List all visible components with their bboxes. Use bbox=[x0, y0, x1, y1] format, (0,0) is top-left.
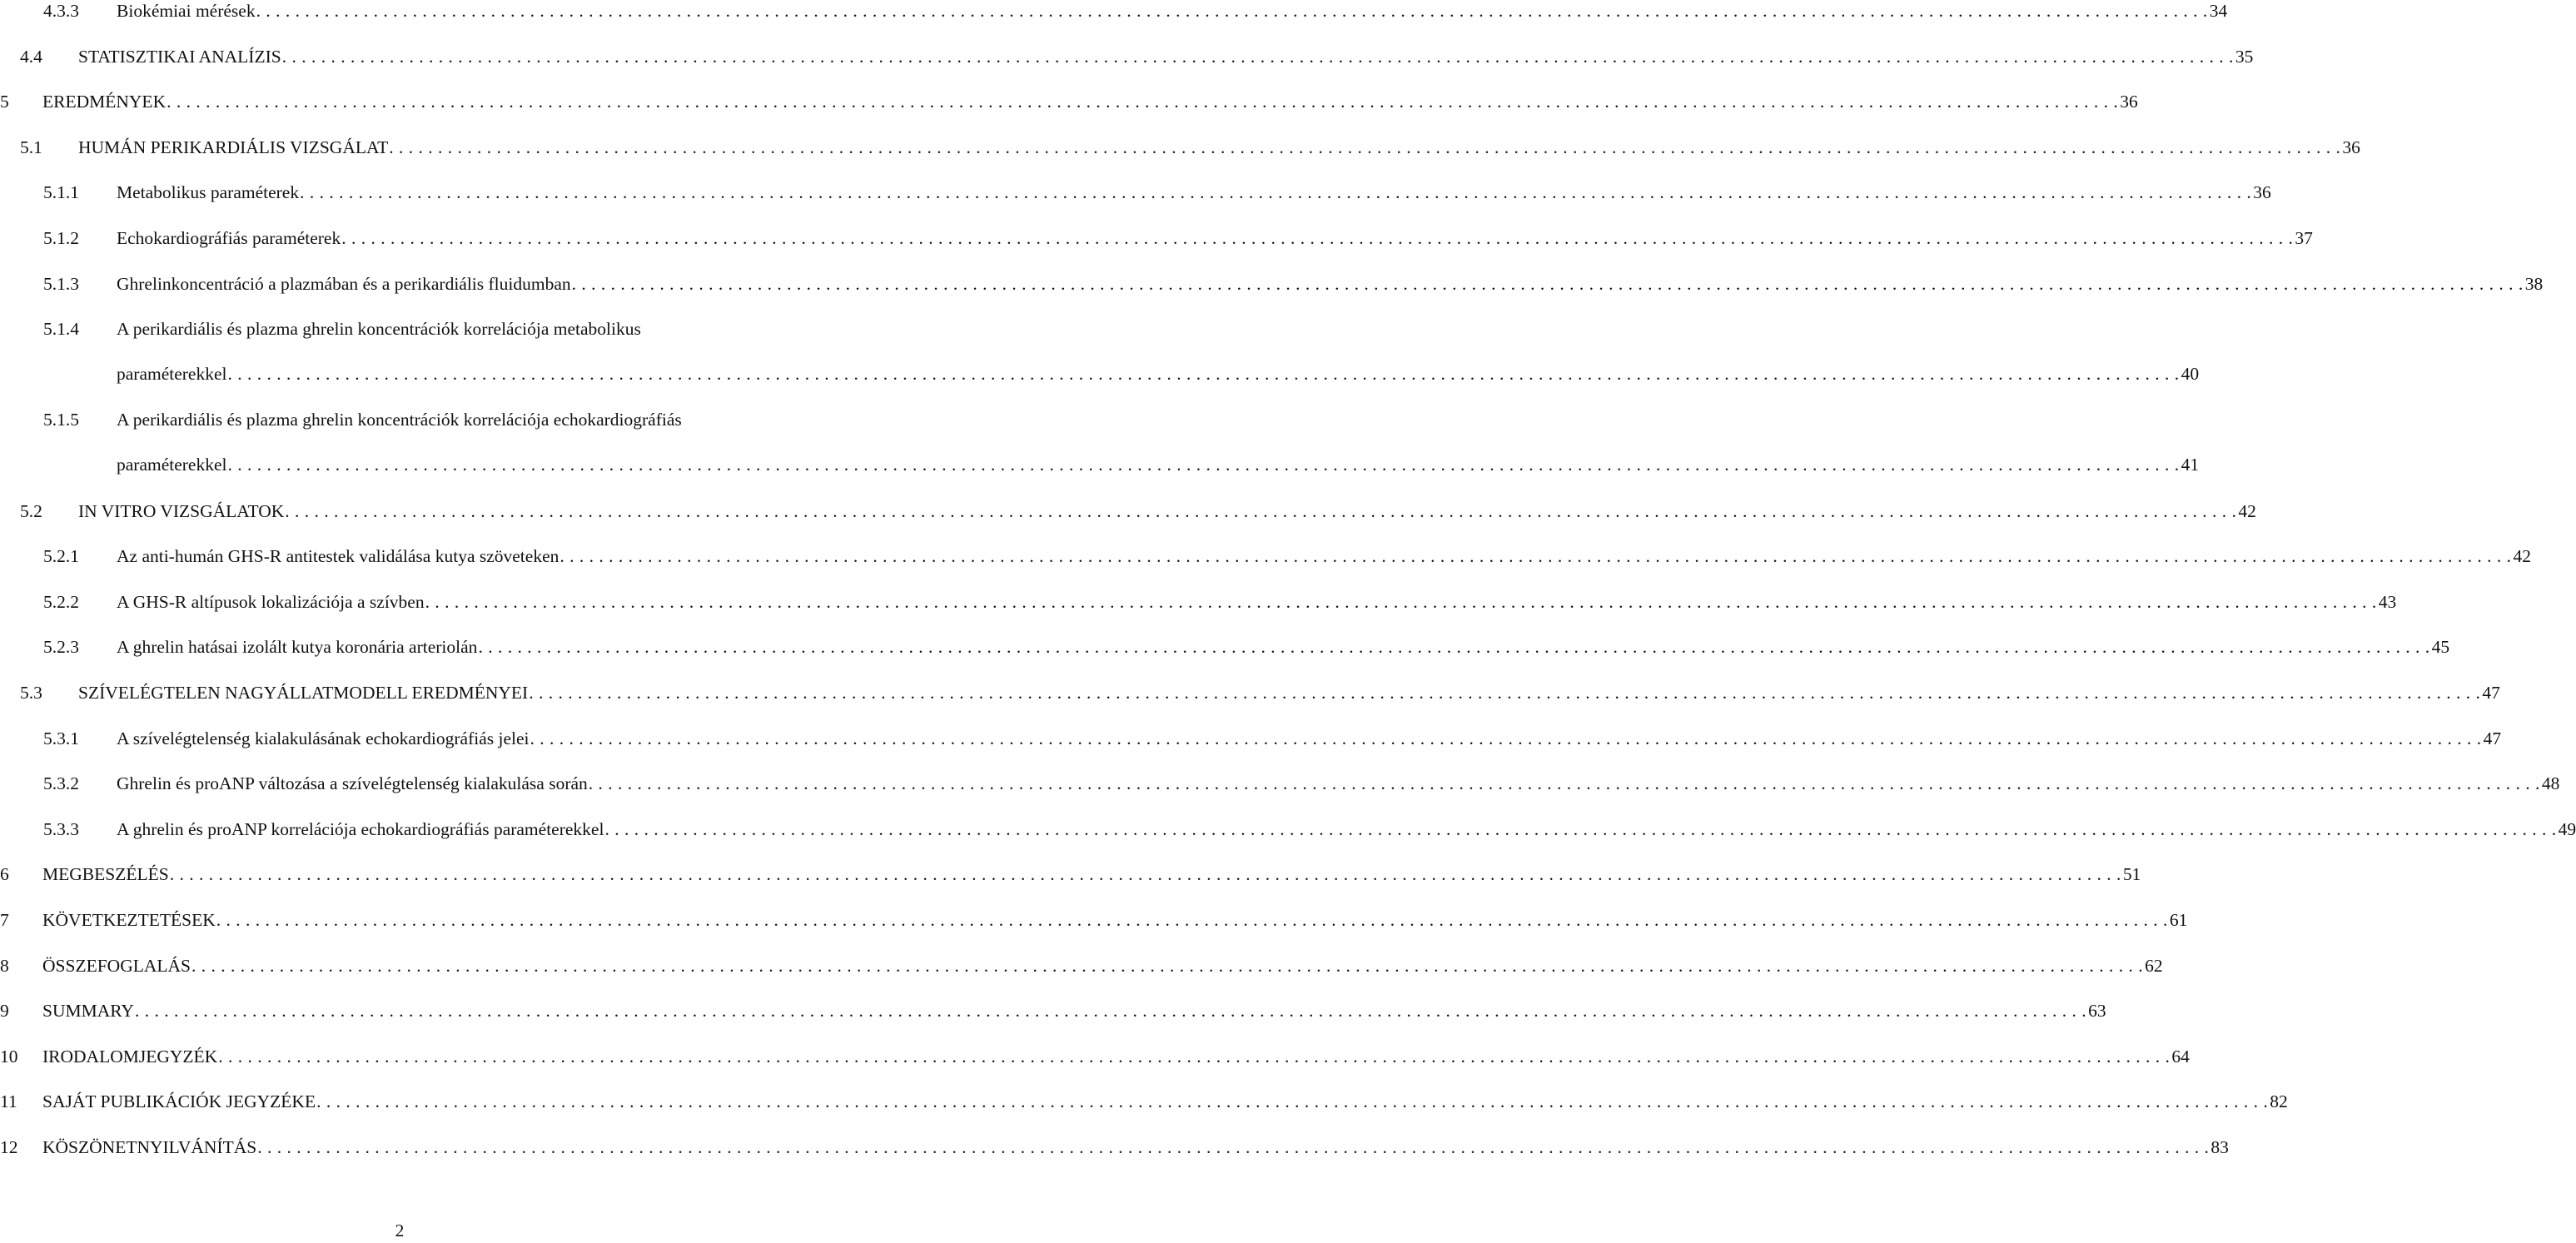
toc-entry-page: 38 bbox=[2524, 273, 2544, 294]
toc-entry[interactable] bbox=[0, 863, 2141, 908]
toc-entry-number: 5.2.3 bbox=[43, 637, 79, 658]
toc-entry-page: 51 bbox=[2122, 864, 2141, 885]
toc-entry-page: 42 bbox=[2238, 500, 2256, 521]
toc-entry-title: A perikardiális és plazma ghrelin koncentrációk korrelációja echokardiográfiás bbox=[117, 410, 682, 430]
toc-entry[interactable] bbox=[0, 409, 2200, 475]
toc-entry[interactable] bbox=[0, 909, 2188, 954]
toc-entry[interactable] bbox=[0, 273, 2544, 318]
toc-entry-page: 45 bbox=[2431, 637, 2450, 658]
page-number: 2 bbox=[395, 1221, 405, 1241]
dot-leader: . . . . . . . . . . . . . . . . . . . . . . . . . . . . . . . . . . . . . . . . . . . . . . . . . . . . . . . . . . . . . . . . . . . . . . . . . . . . . . . . . . . . . . . . . . . . . . . . . . . . . . . . . . . . . . . . . . . . . . . . . . . . . . . . . . . . . . . . . . . . . . . . . . . . . . . . . . . . . . . . . . . . . . . . . . . . . . . . . . . . . . . . . . . . . . . . . . . . . . . . bbox=[227, 455, 2180, 475]
toc-entry[interactable] bbox=[0, 46, 2254, 91]
toc-entry[interactable] bbox=[0, 1091, 2288, 1136]
toc-entry-number: 7 bbox=[0, 910, 9, 930]
toc-entry-number: 5.3.2 bbox=[43, 773, 79, 794]
dot-leader: . . . . . . . . . . . . . . . . . . . . . . . . . . . . . . . . . . . . . . . . . . . . . . . . . . . . . . . . . . . . . . . . . . . . . . . . . . . . . . . . . . . . . . . . . . . . . . . . . . . . . . . . . . . . . . . . . . . . . . . . . . . . . . . . . . . . . . . . . . . . . . . . . . . . . . . . . . . . . . . . . . . . . . . . . . . . . . . . . . . . . . . . . . . . . . . . . . . . . . . . bbox=[216, 910, 2168, 930]
toc-entry-page: 36 bbox=[2342, 137, 2360, 157]
toc-entry-page: 34 bbox=[2209, 1, 2228, 21]
toc-entry[interactable] bbox=[0, 773, 2560, 818]
toc-entry-number: 5.2 bbox=[20, 500, 42, 521]
toc-entry-title: KÖVETKEZTETÉSEK bbox=[42, 910, 216, 930]
toc-entry[interactable] bbox=[0, 1136, 2229, 1181]
dot-leader: . . . . . . . . . . . . . . . . . . . . . . . . . . . . . . . . . . . . . . . . . . . . . . . . . . . . . . . . . . . . . . . . . . . . . . . . . . . . . . . . . . . . . . . . . . . . . . . . . . . . . . . . . . . . . . . . . . . . . . . . . . . . . . . . . . . . . . . . . . . . . . . . . . . . . . . . . . . . . . . . . . . . . . . . . . . . . . . . . . . . . . . . . . . . . . . . . . . . . . . . bbox=[300, 182, 2252, 203]
toc-entry-page: 83 bbox=[2210, 1137, 2229, 1157]
dot-leader: . . . . . . . . . . . . . . . . . . . . . . . . . . . . . . . . . . . . . . . . . . . . . . . . . . . . . . . . . . . . . . . . . . . . . . . . . . . . . . . . . . . . . . . . . . . . . . . . . . . . . . . . . . . . . . . . . . . . . . . . . . . . . . . . . . . . . . . . . . . . . . . . . . . . . . . . . . . . . . . . . . . . . . . . . . . . . . . . . . . . . . . . . . . . . . . . . . . . . . . . bbox=[559, 546, 2512, 567]
toc-entry-number: 5 bbox=[0, 92, 9, 112]
toc-entry[interactable] bbox=[0, 318, 2200, 385]
dot-leader: . . . . . . . . . . . . . . . . . . . . . . . . . . . . . . . . . . . . . . . . . . . . . . . . . . . . . . . . . . . . . . . . . . . . . . . . . . . . . . . . . . . . . . . . . . . . . . . . . . . . . . . . . . . . . . . . . . . . . . . . . . . . . . . . . . . . . . . . . . . . . . . . . . . . . . . . . . . . . . . . . . . . . . . . . . . . . . . . . . . . . . . . . . . . . . . . . . . . . . . . bbox=[341, 228, 2294, 248]
toc-entry-title: Biokémiai mérések bbox=[117, 1, 256, 21]
dot-leader: . . . . . . . . . . . . . . . . . . . . . . . . . . . . . . . . . . . . . . . . . . . . . . . . . . . . . . . . . . . . . . . . . . . . . . . . . . . . . . . . . . . . . . . . . . . . . . . . . . . . . . . . . . . . . . . . . . . . . . . . . . . . . . . . . . . . . . . . . . . . . . . . . . . . . . . . . . . . . . . . . . . . . . . . . . . . . . . . . . . . . . . . . . . . . . . . . . . . . . . . bbox=[425, 591, 2377, 612]
dot-leader: . . . . . . . . . . . . . . . . . . . . . . . . . . . . . . . . . . . . . . . . . . . . . . . . . . . . . . . . . . . . . . . . . . . . . . . . . . . . . . . . . . . . . . . . . . . . . . . . . . . . . . . . . . . . . . . . . . . . . . . . . . . . . . . . . . . . . . . . . . . . . . . . . . . . . . . . . . . . . . . . . . . . . . . . . . . . . . . . . . . . . . . . . . . . . . . . . . . . . . . . bbox=[478, 637, 2430, 658]
dot-leader: . . . . . . . . . . . . . . . . . . . . . . . . . . . . . . . . . . . . . . . . . . . . . . . . . . . . . . . . . . . . . . . . . . . . . . . . . . . . . . . . . . . . . . . . . . . . . . . . . . . . . . . . . . . . . . . . . . . . . . . . . . . . . . . . . . . . . . . . . . . . . . . . . . . . . . . . . . . . . . . . . . . . . . . . . . . . . . . . . . . . . . . . . . . . . . . . . . . . . . . . bbox=[169, 864, 2121, 885]
toc-entry[interactable] bbox=[0, 955, 2163, 1000]
dot-leader: . . . . . . . . . . . . . . . . . . . . . . . . . . . . . . . . . . . . . . . . . . . . . . . . . . . . . . . . . . . . . . . . . . . . . . . . . . . . . . . . . . . . . . . . . . . . . . . . . . . . . . . . . . . . . . . . . . . . . . . . . . . . . . . . . . . . . . . . . . . . . . . . . . . . . . . . . . . . . . . . . . . . . . . . . . . . . . . . . . . . . . . . . . . . . . . . . . . . . . . . bbox=[134, 1001, 2087, 1022]
toc-entry-page: 64 bbox=[2171, 1046, 2190, 1066]
toc-entry-number: 5.1 bbox=[20, 137, 42, 157]
toc-entry-page: 61 bbox=[2169, 910, 2188, 930]
dot-leader: . . . . . . . . . . . . . . . . . . . . . . . . . . . . . . . . . . . . . . . . . . . . . . . . . . . . . . . . . . . . . . . . . . . . . . . . . . . . . . . . . . . . . . . . . . . . . . . . . . . . . . . . . . . . . . . . . . . . . . . . . . . . . . . . . . . . . . . . . . . . . . . . . . . . . . . . . . . . . . . . . . . . . . . . . . . . . . . . . . . . . . . . . . . . . . . . . . . . . . . . bbox=[281, 46, 2234, 67]
toc-entry[interactable] bbox=[0, 1046, 2190, 1091]
dot-leader: . . . . . . . . . . . . . . . . . . . . . . . . . . . . . . . . . . . . . . . . . . . . . . . . . . . . . . . . . . . . . . . . . . . . . . . . . . . . . . . . . . . . . . . . . . . . . . . . . . . . . . . . . . . . . . . . . . . . . . . . . . . . . . . . . . . . . . . . . . . . . . . . . . . . . . . . . . . . . . . . . . . . . . . . . . . . . . . . . . . . . . . . . . . . . . . . . . . . . . . . bbox=[167, 92, 2119, 112]
toc-entry-title: MEGBESZÉLÉS bbox=[42, 864, 169, 885]
toc-entry[interactable] bbox=[0, 1000, 2106, 1045]
toc-entry-title: A ghrelin és proANP korrelációja echokardiográfiás paraméterekkel bbox=[117, 818, 604, 839]
toc-entry-page: 43 bbox=[2378, 591, 2397, 612]
toc-entry-title: Metabolikus paraméterek bbox=[117, 182, 300, 203]
toc-entry-title: ÖSSZEFOGLALÁS bbox=[42, 955, 191, 976]
toc-entry-number: 5.3 bbox=[20, 683, 42, 703]
dot-leader: . . . . . . . . . . . . . . . . . . . . . . . . . . . . . . . . . . . . . . . . . . . . . . . . . . . . . . . . . . . . . . . . . . . . . . . . . . . . . . . . . . . . . . . . . . . . . . . . . . . . . . . . . . . . . . . . . . . . . . . . . . . . . . . . . . . . . . . . . . . . . . . . . . . . . . . . . . . . . . . . . . . . . . . . . . . . . . . . . . . . . . . . . . . . . . . . . . . . . . . . bbox=[588, 773, 2540, 794]
toc-entry-page: 42 bbox=[2513, 546, 2531, 567]
toc-entry-number: 11 bbox=[0, 1091, 17, 1112]
toc-entry-title: paraméterekkel bbox=[117, 455, 227, 475]
toc-entry[interactable] bbox=[0, 137, 2360, 181]
toc-entry[interactable] bbox=[0, 500, 2256, 545]
toc-entry-title: SAJÁT PUBLIKÁCIÓK JEGYZÉKE bbox=[42, 1091, 316, 1112]
toc-entry[interactable] bbox=[0, 728, 2502, 773]
toc-entry[interactable] bbox=[0, 0, 2228, 45]
toc-entry[interactable] bbox=[0, 591, 2397, 636]
dot-leader: . . . . . . . . . . . . . . . . . . . . . . . . . . . . . . . . . . . . . . . . . . . . . . . . . . . . . . . . . . . . . . . . . . . . . . . . . . . . . . . . . . . . . . . . . . . . . . . . . . . . . . . . . . . . . . . . . . . . . . . . . . . . . . . . . . . . . . . . . . . . . . . . . . . . . . . . . . . . . . . . . . . . . . . . . . . . . . . . . . . . . . . . . . . . . . . . . . . . . . . . bbox=[257, 1137, 2210, 1157]
dot-leader: . . . . . . . . . . . . . . . . . . . . . . . . . . . . . . . . . . . . . . . . . . . . . . . . . . . . . . . . . . . . . . . . . . . . . . . . . . . . . . . . . . . . . . . . . . . . . . . . . . . . . . . . . . . . . . . . . . . . . . . . . . . . . . . . . . . . . . . . . . . . . . . . . . . . . . . . . . . . . . . . . . . . . . . . . . . . . . . . . . . . . . . . . . . . . . . . . . . . . . . . bbox=[227, 364, 2180, 385]
toc-entry-page: 63 bbox=[2088, 1001, 2106, 1022]
toc-entry-title: Echokardiográfiás paraméterek bbox=[117, 228, 341, 248]
toc-entry-title: EREDMÉNYEK bbox=[42, 92, 167, 112]
toc-entry-title: Ghrelinkoncentráció a plazmában és a perikardiális fluidumban bbox=[117, 273, 571, 294]
toc-entry-title: IN VITRO VIZSGÁLATOK bbox=[78, 500, 285, 521]
toc-entry-title: KÖSZÖNETNYILVÁNÍTÁS bbox=[42, 1137, 257, 1157]
toc-entry-page: 48 bbox=[2541, 773, 2560, 794]
dot-leader: . . . . . . . . . . . . . . . . . . . . . . . . . . . . . . . . . . . . . . . . . . . . . . . . . . . . . . . . . . . . . . . . . . . . . . . . . . . . . . . . . . . . . . . . . . . . . . . . . . . . . . . . . . . . . . . . . . . . . . . . . . . . . . . . . . . . . . . . . . . . . . . . . . . . . . . . . . . . . . . . . . . . . . . . . . . . . . . . . . . . . . . . . . . . . . . . . . . . . . . . bbox=[316, 1091, 2269, 1112]
toc-entry-page: 37 bbox=[2295, 228, 2313, 248]
toc-entry[interactable] bbox=[0, 818, 2576, 863]
toc-entry[interactable] bbox=[0, 545, 2531, 590]
toc-entry-page: 36 bbox=[2253, 182, 2271, 203]
toc-entry-number: 5.3.3 bbox=[43, 818, 79, 839]
toc-entry-title: Az anti-humán GHS-R antitestek validálása kutya szöveteken bbox=[117, 546, 559, 567]
toc-entry-number: 5.2.2 bbox=[43, 591, 79, 612]
dot-leader: . . . . . . . . . . . . . . . . . . . . . . . . . . . . . . . . . . . . . . . . . . . . . . . . . . . . . . . . . . . . . . . . . . . . . . . . . . . . . . . . . . . . . . . . . . . . . . . . . . . . . . . . . . . . . . . . . . . . . . . . . . . . . . . . . . . . . . . . . . . . . . . . . . . . . . . . . . . . . . . . . . . . . . . . . . . . . . . . . . . . . . . . . . . . . . . . . . . . . . . . bbox=[218, 1046, 2171, 1066]
toc-entry-title: A GHS-R altípusok lokalizációja a szívben bbox=[117, 591, 425, 612]
toc-entry-number: 12 bbox=[0, 1137, 18, 1157]
toc-entry[interactable] bbox=[0, 682, 2500, 727]
toc-entry-title: Ghrelin és proANP változása a szívelégtelenség kialakulása során bbox=[117, 773, 588, 794]
toc-entry-title: HUMÁN PERIKARDIÁLIS VIZSGÁLAT bbox=[78, 137, 389, 157]
toc-entry-number: 5.3.1 bbox=[43, 728, 79, 748]
toc-entry-page: 62 bbox=[2145, 955, 2163, 976]
dot-leader: . . . . . . . . . . . . . . . . . . . . . . . . . . . . . . . . . . . . . . . . . . . . . . . . . . . . . . . . . . . . . . . . . . . . . . . . . . . . . . . . . . . . . . . . . . . . . . . . . . . . . . . . . . . . . . . . . . . . . . . . . . . . . . . . . . . . . . . . . . . . . . . . . . . . . . . . . . . . . . . . . . . . . . . . . . . . . . . . . . . . . . . . . . . . . . . . . . . . . . . . bbox=[571, 273, 2524, 294]
toc-entry-title: paraméterekkel bbox=[117, 364, 227, 385]
toc-entry-title: A ghrelin hatásai izolált kutya koronária arteriolán bbox=[117, 637, 478, 658]
toc-entry-page: 35 bbox=[2235, 46, 2254, 67]
toc-entry-title: IRODALOMJEGYZÉK bbox=[42, 1046, 218, 1066]
toc-entry-number: 5.1.1 bbox=[43, 182, 79, 203]
dot-leader: . . . . . . . . . . . . . . . . . . . . . . . . . . . . . . . . . . . . . . . . . . . . . . . . . . . . . . . . . . . . . . . . . . . . . . . . . . . . . . . . . . . . . . . . . . . . . . . . . . . . . . . . . . . . . . . . . . . . . . . . . . . . . . . . . . . . . . . . . . . . . . . . . . . . . . . . . . . . . . . . . . . . . . . . . . . . . . . . . . . . . . . . . . . . . . . . . . . . . . . . bbox=[285, 500, 2237, 521]
toc-entry-number: 5.1.4 bbox=[43, 319, 79, 340]
toc-entry[interactable] bbox=[0, 636, 2450, 681]
dot-leader: . . . . . . . . . . . . . . . . . . . . . . . . . . . . . . . . . . . . . . . . . . . . . . . . . . . . . . . . . . . . . . . . . . . . . . . . . . . . . . . . . . . . . . . . . . . . . . . . . . . . . . . . . . . . . . . . . . . . . . . . . . . . . . . . . . . . . . . . . . . . . . . . . . . . . . . . . . . . . . . . . . . . . . . . . . . . . . . . . . . . . . . . . . . . . . . . . . . . . . . . bbox=[530, 728, 2482, 748]
dot-leader: . . . . . . . . . . . . . . . . . . . . . . . . . . . . . . . . . . . . . . . . . . . . . . . . . . . . . . . . . . . . . . . . . . . . . . . . . . . . . . . . . . . . . . . . . . . . . . . . . . . . . . . . . . . . . . . . . . . . . . . . . . . . . . . . . . . . . . . . . . . . . . . . . . . . . . . . . . . . . . . . . . . . . . . . . . . . . . . . . . . . . . . . . . . . . . . . . . . . . . . . bbox=[191, 955, 2144, 976]
toc-entry[interactable] bbox=[0, 91, 2138, 136]
toc-entry[interactable] bbox=[0, 227, 2313, 272]
dot-leader: . . . . . . . . . . . . . . . . . . . . . . . . . . . . . . . . . . . . . . . . . . . . . . . . . . . . . . . . . . . . . . . . . . . . . . . . . . . . . . . . . . . . . . . . . . . . . . . . . . . . . . . . . . . . . . . . . . . . . . . . . . . . . . . . . . . . . . . . . . . . . . . . . . . . . . . . . . . . . . . . . . . . . . . . . . . . . . . . . . . . . . . . . . . . . . . . . . . . . . . . bbox=[389, 137, 2341, 157]
toc-entry-number: 4.3.3 bbox=[43, 1, 79, 21]
toc-entry-title: A perikardiális és plazma ghrelin koncentrációk korrelációja metabolikus bbox=[117, 319, 641, 340]
toc-entry-number: 8 bbox=[0, 955, 9, 976]
toc-entry-page: 49 bbox=[2558, 818, 2576, 839]
dot-leader: . . . . . . . . . . . . . . . . . . . . . . . . . . . . . . . . . . . . . . . . . . . . . . . . . . . . . . . . . . . . . . . . . . . . . . . . . . . . . . . . . . . . . . . . . . . . . . . . . . . . . . . . . . . . . . . . . . . . . . . . . . . . . . . . . . . . . . . . . . . . . . . . . . . . . . . . . . . . . . . . . . . . . . . . . . . . . . . . . . . . . . . . . . . . . . . . . . . . . . . . bbox=[529, 683, 2481, 703]
toc-entry-number: 10 bbox=[0, 1046, 18, 1066]
toc-entry-title: STATISZTIKAI ANALÍZIS bbox=[78, 46, 281, 67]
toc-entry-number: 6 bbox=[0, 864, 9, 885]
toc-entry-page: 82 bbox=[2270, 1091, 2288, 1112]
toc-entry-page: 47 bbox=[2483, 728, 2502, 748]
toc-entry-number: 9 bbox=[0, 1001, 9, 1022]
toc-entry-page: 47 bbox=[2482, 683, 2500, 703]
toc-entry-title: SZÍVELÉGTELEN NAGYÁLLATMODELL EREDMÉNYEI bbox=[78, 683, 529, 703]
dot-leader: . . . . . . . . . . . . . . . . . . . . . . . . . . . . . . . . . . . . . . . . . . . . . . . . . . . . . . . . . . . . . . . . . . . . . . . . . . . . . . . . . . . . . . . . . . . . . . . . . . . . . . . . . . . . . . . . . . . . . . . . . . . . . . . . . . . . . . . . . . . . . . . . . . . . . . . . . . . . . . . . . . . . . . . . . . . . . . . . . . . . . . . . . . . . . . . . . . . . . . . . bbox=[256, 1, 2208, 21]
toc-entry-number: 5.1.5 bbox=[43, 410, 79, 430]
toc-entry-number: 5.1.2 bbox=[43, 228, 79, 248]
toc-entry-title: A szívelégtelenség kialakulásának echokardiográfiás jelei bbox=[117, 728, 530, 748]
toc-entry-number: 4.4 bbox=[20, 46, 42, 67]
toc-entry[interactable] bbox=[0, 181, 2271, 226]
toc-entry-number: 5.1.3 bbox=[43, 273, 79, 294]
toc-entry-page: 41 bbox=[2181, 455, 2200, 475]
toc-entry-page: 36 bbox=[2120, 92, 2138, 112]
toc-entry-number: 5.2.1 bbox=[43, 546, 79, 567]
dot-leader: . . . . . . . . . . . . . . . . . . . . . . . . . . . . . . . . . . . . . . . . . . . . . . . . . . . . . . . . . . . . . . . . . . . . . . . . . . . . . . . . . . . . . . . . . . . . . . . . . . . . . . . . . . . . . . . . . . . . . . . . . . . . . . . . . . . . . . . . . . . . . . . . . . . . . . . . . . . . . . . . . . . . . . . . . . . . . . . . . . . . . . . . . . . . . . . . . . . . . . . . bbox=[604, 818, 2557, 839]
toc-entry-title: SUMMARY bbox=[42, 1001, 134, 1022]
toc-entry-page: 40 bbox=[2181, 364, 2200, 385]
